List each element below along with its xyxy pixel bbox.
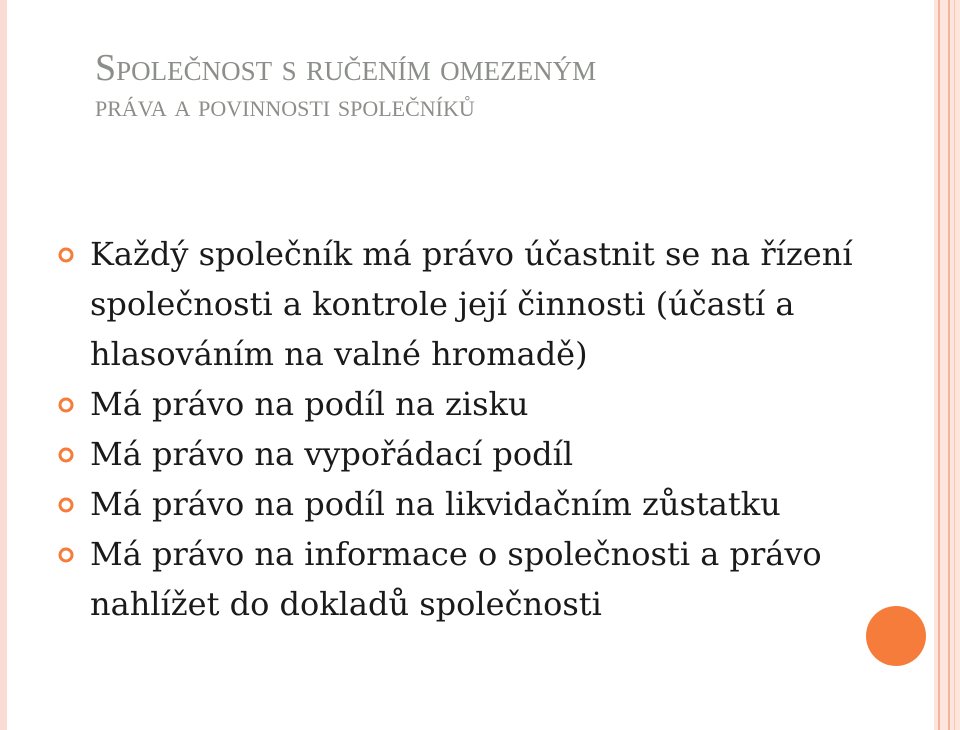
ring-bullet-icon	[58, 247, 74, 263]
right-decorative-line	[954, 0, 955, 730]
bullet-item	[58, 379, 898, 429]
ring-bullet-icon	[58, 547, 74, 563]
bullet-item	[58, 229, 898, 379]
bullet-text: Každý společník má právo účastnit se na řízení společnosti a kontrole její činnosti (účastí a hlasováním na valné hromadě)	[90, 235, 853, 373]
bullet-text: Má právo na podíl na likvidačním zůstatku	[90, 485, 781, 523]
bullet-item	[58, 429, 898, 479]
bullet-item	[58, 479, 898, 529]
slide-title-line1: Společnost s ručením omezeným	[95, 47, 597, 89]
slide-subtitle: práva a povinnosti společníků	[95, 88, 475, 123]
ring-bullet-icon	[58, 447, 74, 463]
bullet-item	[58, 529, 898, 629]
bullet-text: Má právo na podíl na zisku	[90, 385, 529, 423]
ring-bullet-icon	[58, 497, 74, 513]
bullet-text: Má právo na vypořádací podíl	[90, 435, 574, 473]
slide-title	[95, 48, 875, 126]
right-decorative-line	[948, 0, 950, 730]
bullet-text: Má právo na informace o společnosti a právo nahlížet do dokladů společnosti	[90, 535, 822, 623]
left-decorative-stripe	[0, 0, 7, 730]
orange-circle-decoration	[866, 606, 926, 666]
bullet-list	[58, 229, 898, 629]
right-decorative-line	[938, 0, 940, 730]
ring-bullet-icon	[58, 397, 74, 413]
